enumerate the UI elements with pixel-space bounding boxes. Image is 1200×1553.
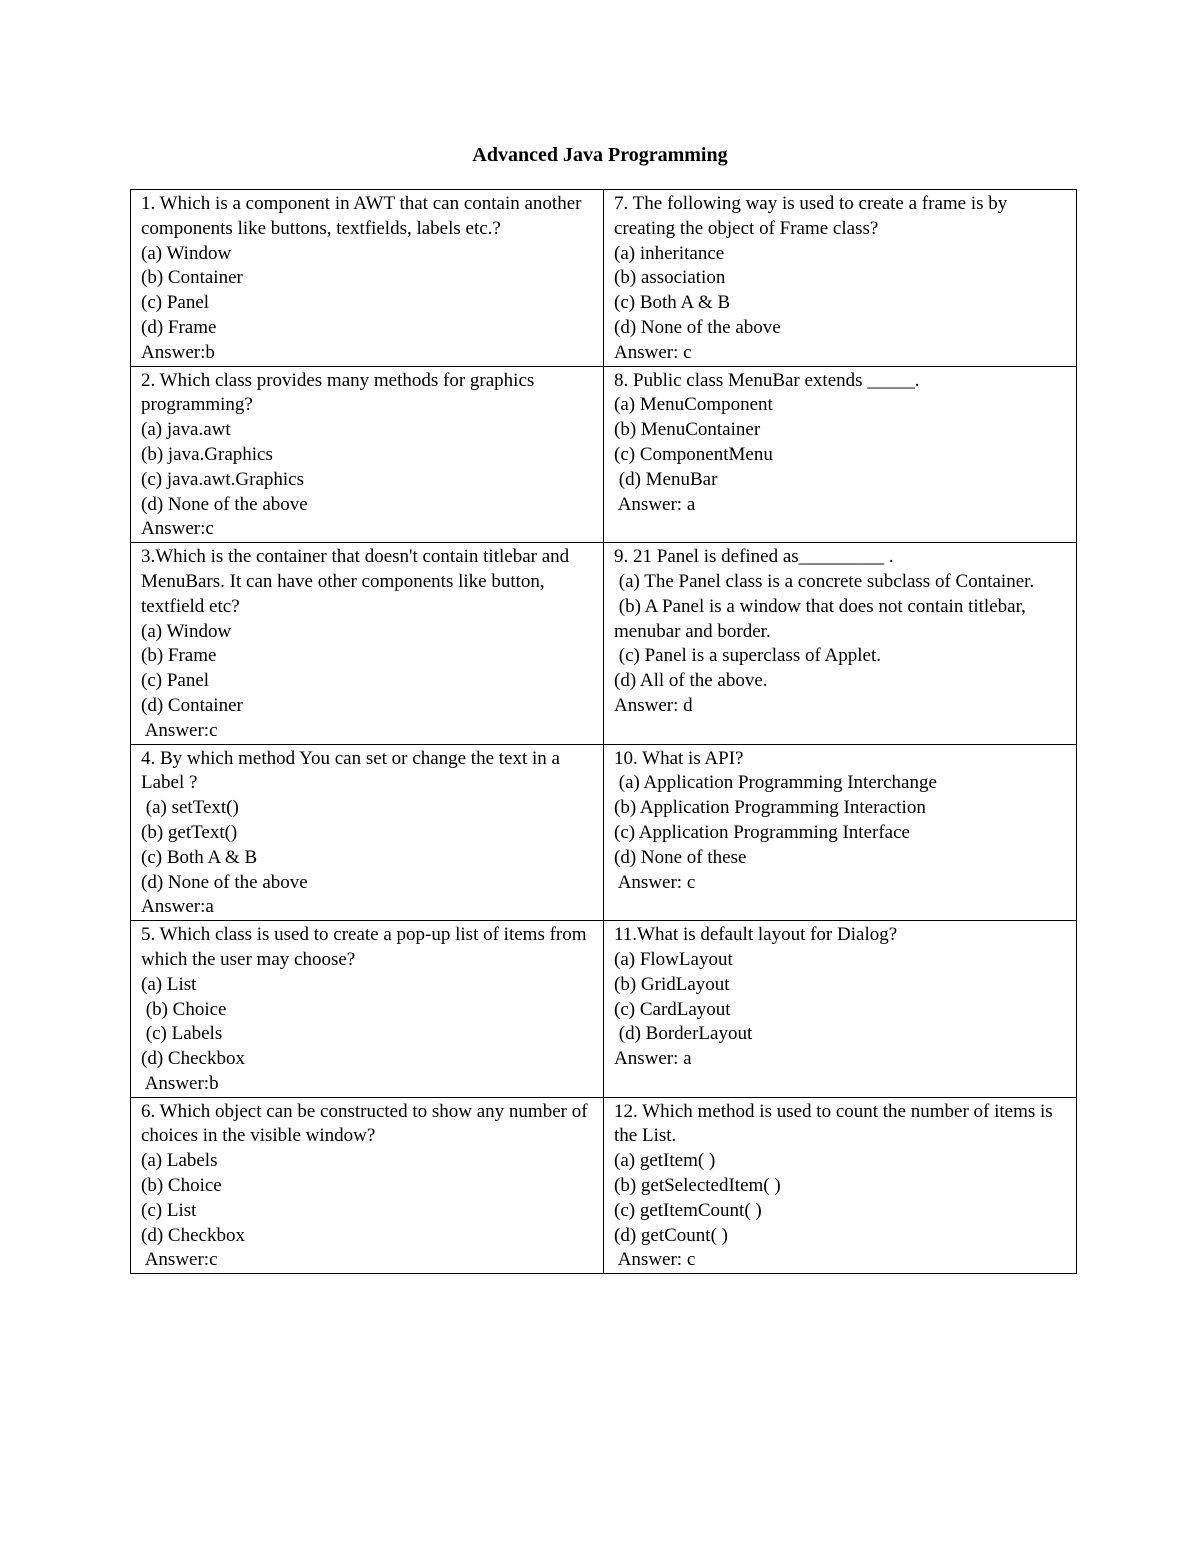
option-b: (b) java.Graphics bbox=[141, 443, 273, 465]
question-cell-5 bbox=[131, 921, 604, 1098]
option-d: (d) getCount( ) bbox=[614, 1224, 728, 1246]
answer-text: Answer: c bbox=[614, 1249, 696, 1271]
option-d: (d) None of the above bbox=[141, 493, 308, 515]
question-text: 1. Which is a component in AWT that can contain another components like buttons, textfields, labels etc.? bbox=[141, 193, 582, 239]
option-c: (c) Panel is a superclass of Applet. bbox=[614, 645, 881, 667]
option-a: (a) MenuComponent bbox=[614, 394, 773, 416]
option-c: (c) Panel bbox=[141, 670, 210, 692]
option-a: (a) java.awt bbox=[141, 419, 231, 441]
option-a: (a) Window bbox=[141, 620, 232, 642]
table-row bbox=[131, 744, 1077, 921]
option-a: (a) The Panel class is a concrete subclass of Container. bbox=[614, 570, 1035, 592]
question-text: 7. The following way is used to create a frame is by creating the object of Frame class? bbox=[614, 193, 1008, 239]
option-a: (a) setText() bbox=[141, 797, 239, 819]
option-c: (c) Both A & B bbox=[141, 846, 258, 868]
option-c: (c) Panel bbox=[141, 292, 210, 314]
answer-text: Answer: d bbox=[614, 694, 693, 716]
answer-text: Answer:c bbox=[141, 719, 218, 741]
question-cell-9 bbox=[604, 543, 1077, 744]
question-text: 2. Which class provides many methods for graphics programming? bbox=[141, 369, 535, 416]
option-b: (b) getText() bbox=[141, 821, 238, 843]
option-c: (c) Both A & B bbox=[614, 292, 731, 314]
question-cell-2 bbox=[131, 366, 604, 543]
table-row bbox=[131, 366, 1077, 543]
answer-text: Answer: a bbox=[614, 493, 696, 515]
option-a: (a) Application Programming Interchange bbox=[614, 772, 937, 794]
question-text: 8. Public class MenuBar extends _____. bbox=[614, 369, 920, 391]
answer-text: Answer: a bbox=[614, 1048, 692, 1070]
answer-text: Answer:b bbox=[141, 1072, 219, 1094]
question-cell-10 bbox=[604, 744, 1077, 921]
question-text: 10. What is API? bbox=[614, 747, 744, 769]
option-d: (d) Checkbox bbox=[141, 1224, 245, 1246]
option-d: (d) All of the above. bbox=[614, 670, 768, 692]
option-d: (d) None of the above bbox=[141, 871, 308, 893]
answer-text: Answer: c bbox=[614, 871, 696, 893]
option-a: (a) Window bbox=[141, 242, 232, 264]
question-text: 5. Which class is used to create a pop-up list of items from which the user may choose? bbox=[141, 924, 587, 970]
option-c: (c) ComponentMenu bbox=[614, 443, 773, 465]
option-c: (c) getItemCount( ) bbox=[614, 1199, 762, 1221]
answer-text: Answer:c bbox=[141, 1249, 218, 1271]
option-b: (b) Frame bbox=[141, 645, 217, 667]
option-d: (d) Frame bbox=[141, 316, 217, 338]
option-d: (d) None of these bbox=[614, 846, 747, 868]
question-cell-12 bbox=[604, 1097, 1077, 1274]
option-d: (d) Container bbox=[141, 694, 243, 716]
option-b: (b) association bbox=[614, 267, 726, 289]
question-text: 6. Which object can be constructed to show any number of choices in the visible window? bbox=[141, 1100, 588, 1147]
option-d: (d) BorderLayout bbox=[614, 1023, 753, 1045]
question-cell-11 bbox=[604, 921, 1077, 1098]
quiz-table bbox=[130, 189, 1077, 1274]
option-d: (d) None of the above bbox=[614, 316, 781, 338]
question-text: 9. 21 Panel is defined as_________ . bbox=[614, 546, 894, 568]
question-text: 12. Which method is used to count the number of items is the List. bbox=[614, 1100, 1053, 1147]
question-cell-4 bbox=[131, 744, 604, 921]
option-c: (c) CardLayout bbox=[614, 998, 731, 1020]
table-row bbox=[131, 543, 1077, 744]
question-cell-3 bbox=[131, 543, 604, 744]
option-c: (c) Labels bbox=[141, 1023, 223, 1045]
option-c: (c) java.awt.Graphics bbox=[141, 468, 305, 490]
question-text: 4. By which method You can set or change the text in a Label ? bbox=[141, 747, 560, 794]
option-b: (b) MenuContainer bbox=[614, 419, 761, 441]
option-c: (c) Application Programming Interface bbox=[614, 821, 910, 843]
option-a: (a) getItem( ) bbox=[614, 1150, 716, 1172]
option-a: (a) inheritance bbox=[614, 242, 725, 264]
option-b: (b) getSelectedItem( ) bbox=[614, 1175, 781, 1197]
option-d: (d) MenuBar bbox=[614, 468, 718, 490]
question-cell-8 bbox=[604, 366, 1077, 543]
question-cell-1 bbox=[131, 190, 604, 367]
option-d: (d) Checkbox bbox=[141, 1048, 245, 1070]
table-row bbox=[131, 190, 1077, 367]
option-b: (b) GridLayout bbox=[614, 973, 730, 995]
option-b: (b) Choice bbox=[141, 1175, 222, 1197]
answer-text: Answer:a bbox=[141, 896, 214, 918]
page-title: Advanced Java Programming bbox=[472, 144, 728, 166]
option-c: (c) List bbox=[141, 1199, 197, 1221]
answer-text: Answer: c bbox=[614, 341, 692, 363]
question-text: 11.What is default layout for Dialog? bbox=[614, 924, 898, 946]
table-row bbox=[131, 921, 1077, 1098]
option-a: (a) FlowLayout bbox=[614, 948, 733, 970]
question-cell-6 bbox=[131, 1097, 604, 1274]
answer-text: Answer:b bbox=[141, 341, 215, 363]
question-cell-7 bbox=[604, 190, 1077, 367]
table-row bbox=[131, 1097, 1077, 1274]
option-b: (b) Choice bbox=[141, 998, 227, 1020]
option-b: (b) A Panel is a window that does not contain titlebar, menubar and border. bbox=[614, 595, 1031, 642]
option-b: (b) Application Programming Interaction bbox=[614, 797, 926, 819]
question-text: 3.Which is the container that doesn't contain titlebar and MenuBars. It can have other components like button, textfield etc? bbox=[141, 546, 570, 617]
option-b: (b) Container bbox=[141, 267, 243, 289]
option-a: (a) List bbox=[141, 973, 197, 995]
answer-text: Answer:c bbox=[141, 518, 214, 540]
option-a: (a) Labels bbox=[141, 1150, 218, 1172]
